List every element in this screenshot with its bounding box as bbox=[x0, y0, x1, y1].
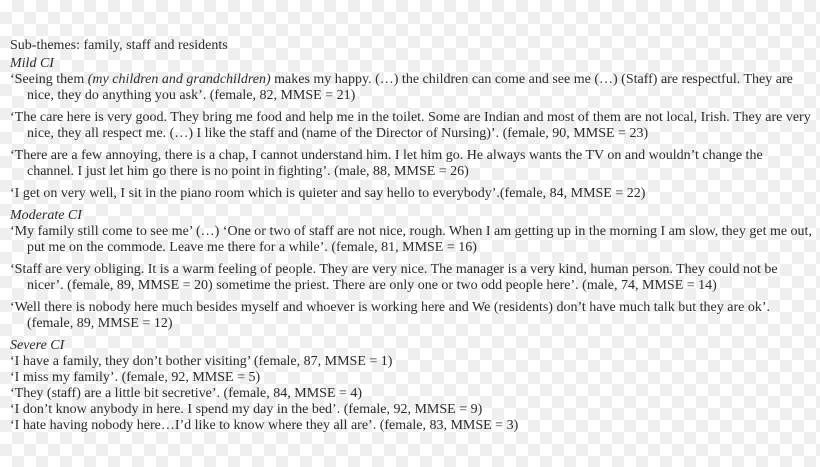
quote-emphasis: (my children and grandchildren) bbox=[87, 72, 271, 87]
quote-item: ‘They (staff) are a little bit secretive’. (female, 84, MMSE = 4) bbox=[10, 386, 363, 401]
section-title: Mild CI bbox=[10, 56, 54, 71]
quote-item: ‘The care here is very good. They bring me food and help me in the toilet. Some are Indian and most of them are not local, Irish. They are very nice, they all respect me. (…) I like the staff and (name of the Director of Nursing)’. (female, 90, MMSE = 23) bbox=[10, 110, 811, 141]
quote-item: ‘Well there is nobody here much besides myself and whoever is working here and We (residents) don’t have much talk but they are ok’. (female, 89, MMSE = 12) bbox=[10, 300, 771, 331]
quote-item: ‘I get on very well, I sit in the piano room which is quieter and say hello to everybody’.(female, 84, MMSE = 22) bbox=[10, 186, 646, 201]
section-moderate-ci bbox=[10, 208, 812, 332]
quote-item: ‘Staff are very obliging. It is a warm feeling of people. They are very nice. The manager is a very kind, human person. They could not be nicer’. (female, 89, MMSE = 20) sometime the priest. There are only one or two odd people here’. (male, 74, MMSE = 14) bbox=[10, 262, 778, 293]
quote-item: ‘I hate having nobody here…I’d like to know where they all are’. (female, 83, MMSE = 3) bbox=[10, 418, 519, 433]
quote-item: ‘I don’t know anybody in here. I spend my day in the bed’. (female, 92, MMSE = 9) bbox=[10, 402, 483, 417]
quote-item: ‘I miss my family’. (female, 92, MMSE = 5) bbox=[10, 370, 261, 385]
section-title: Severe CI bbox=[10, 338, 65, 353]
section-mild-ci bbox=[10, 56, 812, 202]
quote-item: ‘My family still come to see me’ (…) ‘One or two of staff are not nice, rough. When I am getting up in the morning I am slow, they get me out, put me on the commode. Leave me there for a while’. (female, 81, MMSE = 16) bbox=[10, 224, 812, 255]
quote-item: ‘I have a family, they don’t bother visiting’ (female, 87, MMSE = 1) bbox=[10, 354, 393, 369]
quote-item: ‘There are a few annoying, there is a chap, I cannot understand him. I let him go. He always wants the TV on and wouldn’t change the channel. I just let him go there is no point in fighting’. (male, 88, MMSE = 26) bbox=[10, 148, 763, 179]
quotes-document bbox=[10, 38, 812, 434]
document-heading: Sub-themes: family, staff and residents bbox=[10, 38, 228, 53]
section-title: Moderate CI bbox=[10, 208, 82, 223]
quote-item: ‘Seeing them (my children and grandchildren) makes my happy. (…) the children can come and see me (…) (Staff) are respectful. They are nice, they do anything you ask’. (female, 82, MMSE = 21) bbox=[10, 72, 793, 103]
section-severe-ci bbox=[10, 338, 812, 434]
